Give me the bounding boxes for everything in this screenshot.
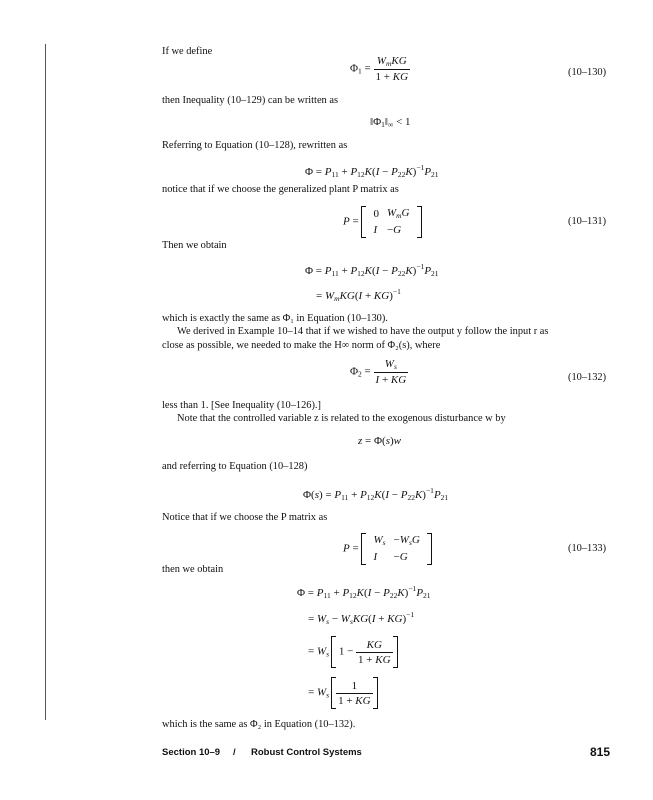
text-line: and referring to Equation (10–128) xyxy=(162,461,308,472)
text-line: Notice that if we choose the P matrix as xyxy=(162,512,328,523)
text-line: notice that if we choose the generalized plant P matrix as xyxy=(162,184,399,195)
equation-norm: $‖\Phi_1‖_\infty < 1$ xyxy=(370,116,411,129)
equation-10-132: $\Phi_2$ = $\frac{W_s}{I + KG}$ xyxy=(350,358,407,386)
equation-phi-s: $\Phi(s) = P_{11} + P_{12}K(I - P_{22}K)^{-1}P_{21}$ xyxy=(303,486,449,502)
equation-number: (10–132) xyxy=(568,372,607,383)
footer-separator: / xyxy=(233,747,236,758)
equation-number: (10–130) xyxy=(568,67,607,78)
page-number: 815 xyxy=(590,745,611,759)
equation-z: z = Φ(s)w xyxy=(358,435,401,447)
text-line: Then we obtain xyxy=(162,240,227,251)
equation-phi-derivation-3: = $W_s$ 1 − $\frac{KG}{1 + KG}$ xyxy=(308,636,398,668)
equation-phi-lft: $\Phi = P_{11} + P_{12}K(I - P_{22}K)^{-1}P_{21}$ xyxy=(305,262,439,278)
text-line: which is the same as Φ₂ in Equation (10–132). xyxy=(162,719,356,730)
equation-phi-result: = $W_mKG(I + KG)^{-1}$ xyxy=(316,287,401,303)
equation-phi-derivation-2: = $W_s - W_sKG(I + KG)^{-1}$ xyxy=(308,610,415,626)
equation-phi-lft: $\Phi = P_{11} + P_{12}K(I - P_{22}K)^{-1}P_{21}$ xyxy=(305,163,439,179)
equation-10-133: P = $W_s$ $-W_sG$ I −G xyxy=(343,533,432,565)
text-line: close as possible, we needed to make the H∞ norm of Φ₂(s), where xyxy=(162,340,441,351)
equation-phi-derivation-1: $\Phi = P_{11} + P_{12}K(I - P_{22}K)^{-1}P_{21}$ xyxy=(297,584,431,600)
text-line: less than 1. [See Inequality (10–126).] xyxy=(162,400,321,411)
equation-number: (10–131) xyxy=(568,216,607,227)
text-line: then Inequality (10–129) can be written as xyxy=(162,95,339,106)
footer-title: Robust Control Systems xyxy=(251,747,362,758)
footer-section: Section 10–9 xyxy=(162,747,221,758)
text-line: Note that the controlled variable z is related to the exogenous disturbance w by xyxy=(177,413,506,424)
text-line: If we define xyxy=(162,46,213,57)
text-line: We derived in Example 10–14 that if we wished to have the output y follow the input r as xyxy=(177,326,549,337)
equation-phi-derivation-4: = $W_s$ $\frac{1}{1 + KG}$ xyxy=(308,677,378,709)
margin-rule xyxy=(45,44,46,720)
text-line: then we obtain xyxy=(162,564,224,575)
equation-10-130: $\Phi_1$ = $\frac{W_mKG}{1 + KG}$ xyxy=(350,55,409,83)
equation-number: (10–133) xyxy=(568,543,607,554)
text-line: which is exactly the same as Φ₁ in Equation (10–130). xyxy=(162,313,388,324)
equation-10-131: P = 0 $W_mG$ I −G xyxy=(343,206,422,238)
text-line: Referring to Equation (10–128), rewritten as xyxy=(162,140,348,151)
